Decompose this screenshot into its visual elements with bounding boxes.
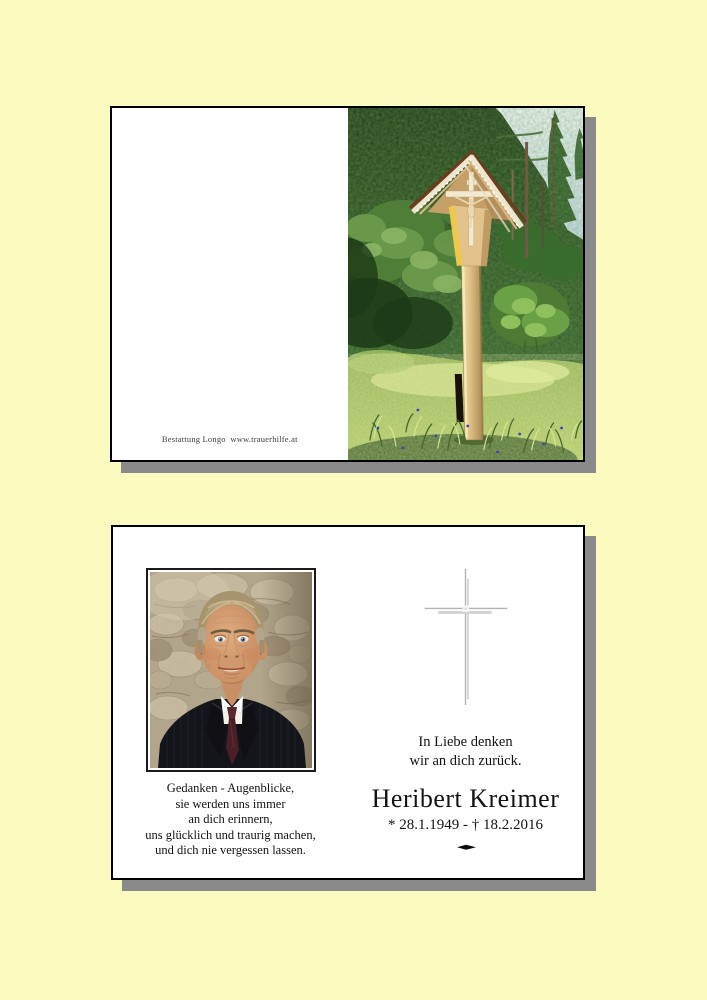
deceased-name: Heribert Kreimer [371, 784, 560, 813]
life-dates: * 28.1.1949 - † 18.2.2016 [388, 817, 543, 833]
inside-right-panel [348, 527, 583, 878]
portrait-frame [146, 568, 316, 772]
publisher-line: Bestattung Longo www.trauerhilfe.at [161, 434, 298, 444]
memorial-poem [145, 781, 315, 859]
portrait-photo [150, 572, 312, 768]
poem-line: sie werden uns immer [175, 796, 286, 811]
consolation-line: In Liebe denken [418, 734, 513, 750]
front-photo-panel [348, 108, 584, 460]
poem-line: Gedanken - Augenblicke, [166, 781, 295, 795]
wayside-cross-photo [348, 108, 584, 460]
memorial-card-front [110, 106, 585, 462]
inside-left-panel [113, 527, 348, 878]
poem-line: an dich erinnern, [188, 812, 273, 826]
divider-ornament [422, 843, 510, 851]
poem-line: uns glücklich und traurig machen, [145, 827, 316, 842]
poem-line: und dich nie vergessen lassen. [155, 843, 306, 857]
memorial-cross-graphic [418, 567, 514, 707]
front-left-panel [112, 108, 348, 460]
consolation-text [410, 733, 522, 771]
memorial-card-inside [111, 525, 585, 880]
consolation-line: wir an dich zurück. [409, 753, 522, 769]
